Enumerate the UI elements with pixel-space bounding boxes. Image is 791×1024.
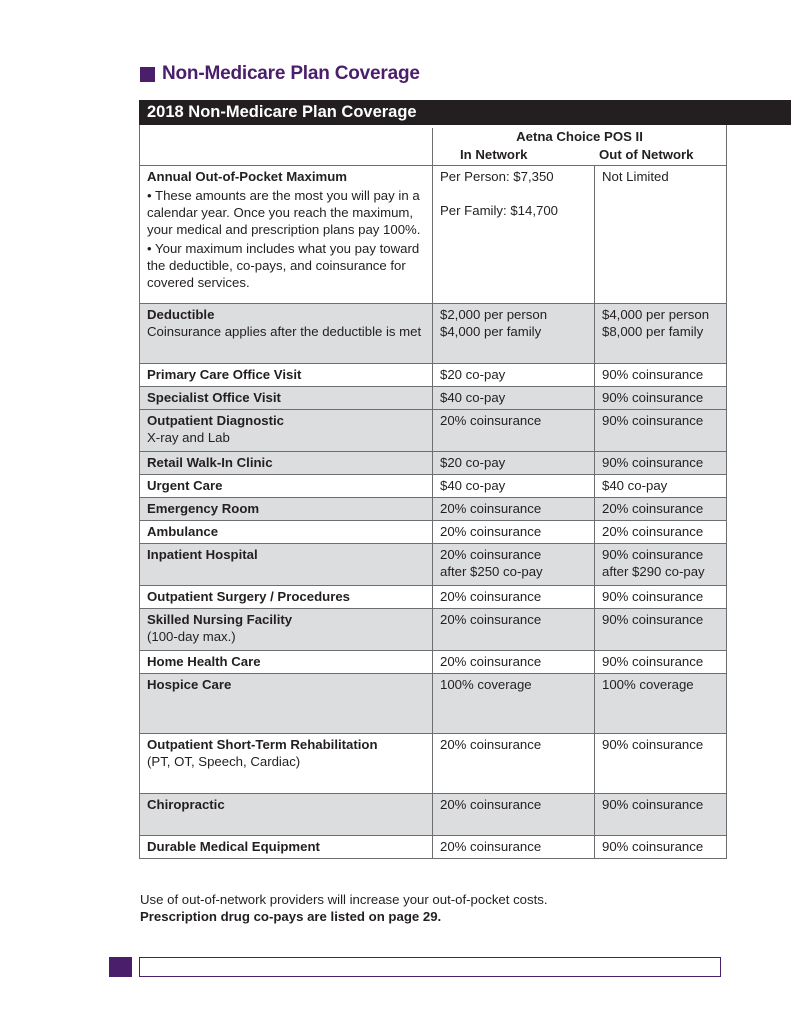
out-network-value: 90% coinsurance — [602, 390, 704, 405]
table-header — [140, 125, 726, 166]
in-network-cell — [432, 586, 594, 608]
out-network-cell — [594, 304, 726, 363]
oop-in-family: Per Family: $14,700 — [440, 203, 559, 218]
row-label: Outpatient Diagnostic — [147, 413, 285, 428]
note-prescription: Prescription drug co-pays are listed on page 29. — [140, 909, 442, 924]
table-row — [140, 521, 726, 544]
out-network-cell — [594, 410, 726, 451]
in-network-value: 100% coverage — [440, 677, 532, 692]
out-network-cell — [594, 452, 726, 474]
out-network-value-2: after $290 co-pay — [602, 564, 705, 579]
out-network-cell — [594, 836, 726, 858]
table-row — [140, 498, 726, 521]
in-network-cell — [432, 836, 594, 858]
out-network-cell — [594, 498, 726, 520]
in-network-cell — [432, 166, 594, 303]
out-network-value: 90% coinsurance — [602, 455, 704, 470]
out-network-value: 20% coinsurance — [602, 501, 704, 516]
row-label-cell — [140, 609, 432, 650]
section-heading — [140, 62, 420, 86]
in-network-cell — [432, 521, 594, 543]
in-network-value: 20% coinsurance — [440, 501, 542, 516]
table-row-deductible — [140, 304, 726, 364]
row-label-cell — [140, 452, 432, 474]
table-row — [140, 674, 726, 734]
out-network-value: 90% coinsurance — [602, 654, 704, 669]
table-row — [140, 734, 726, 794]
in-network-cell — [432, 452, 594, 474]
footer-square-icon — [109, 957, 132, 977]
deductible-in-2: $4,000 per family — [440, 324, 542, 339]
note-out-of-network: Use of out-of-network providers will increase your out-of-pocket costs. — [140, 892, 548, 907]
table-row — [140, 794, 726, 836]
out-network-cell — [594, 364, 726, 386]
out-network-cell — [594, 586, 726, 608]
in-network-value: 20% coinsurance — [440, 413, 542, 428]
out-network-value: $40 co-pay — [602, 478, 668, 493]
out-network-cell — [594, 521, 726, 543]
table-row — [140, 364, 726, 387]
out-network-value: 90% coinsurance — [602, 367, 704, 382]
row-label: Hospice Care — [147, 677, 232, 692]
row-label: Chiropractic — [147, 797, 225, 812]
col-out-network: Out of Network — [599, 147, 694, 162]
row-label-cell — [140, 734, 432, 793]
section-heading-text: Non-Medicare Plan Coverage — [162, 63, 420, 84]
row-label-cell — [140, 304, 432, 363]
in-network-value: $40 co-pay — [440, 478, 506, 493]
in-network-value: $20 co-pay — [440, 455, 506, 470]
footer-bar — [139, 957, 721, 977]
out-network-value: 100% coverage — [602, 677, 694, 692]
row-label: Retail Walk-In Clinic — [147, 455, 273, 470]
out-network-value: 90% coinsurance — [602, 839, 704, 854]
row-label: Outpatient Surgery / Procedures — [147, 589, 350, 604]
deductible-out-1: $4,000 per person — [602, 307, 710, 322]
coverage-table — [139, 125, 727, 859]
table-row — [140, 410, 726, 452]
in-network-cell — [432, 651, 594, 673]
in-network-value-2: after $250 co-pay — [440, 564, 543, 579]
row-label: Primary Care Office Visit — [147, 367, 302, 382]
out-network-cell — [594, 794, 726, 835]
row-label-cell — [140, 521, 432, 543]
in-network-value: 20% coinsurance — [440, 612, 542, 627]
row-label: Skilled Nursing Facility — [147, 612, 293, 627]
col-in-network: In Network — [460, 147, 528, 162]
deductible-out-2: $8,000 per family — [602, 324, 704, 339]
in-network-cell — [432, 734, 594, 793]
table-row — [140, 836, 726, 859]
row-label: Outpatient Short-Term Rehabilitation — [147, 737, 378, 752]
row-label: Home Health Care — [147, 654, 261, 669]
in-network-cell — [432, 475, 594, 497]
row-sublabel: (100-day max.) — [147, 629, 236, 644]
out-network-value: 90% coinsurance — [602, 547, 704, 562]
out-network-cell — [594, 609, 726, 650]
row-sublabel: (PT, OT, Speech, Cardiac) — [147, 754, 301, 769]
row-label-cell — [140, 794, 432, 835]
table-title: 2018 Non-Medicare Plan Coverage — [139, 100, 791, 125]
in-network-cell — [432, 498, 594, 520]
deductible-sub: Coinsurance applies after the deductible is met — [147, 324, 422, 339]
out-network-value: 20% coinsurance — [602, 524, 704, 539]
row-label-cell — [140, 544, 432, 585]
row-label-cell — [140, 364, 432, 386]
in-network-cell — [432, 544, 594, 585]
in-network-value: $20 co-pay — [440, 367, 506, 382]
row-label: Annual Out-of-Pocket Maximum — [147, 169, 348, 184]
row-label-cell — [140, 387, 432, 409]
heading-square-icon — [140, 67, 155, 82]
in-network-value: 20% coinsurance — [440, 654, 542, 669]
row-label: Deductible — [147, 307, 215, 322]
in-network-value: 20% coinsurance — [440, 839, 542, 854]
table-body — [140, 364, 726, 859]
in-network-cell — [432, 794, 594, 835]
table-row — [140, 586, 726, 609]
out-network-cell — [594, 475, 726, 497]
deductible-in-1: $2,000 per person — [440, 307, 548, 322]
in-network-value: $40 co-pay — [440, 390, 506, 405]
row-label: Emergency Room — [147, 501, 260, 516]
row-label-cell — [140, 674, 432, 733]
row-sublabel: X-ray and Lab — [147, 430, 230, 445]
in-network-cell — [432, 609, 594, 650]
row-label: Durable Medical Equipment — [147, 839, 320, 854]
out-network-value: 90% coinsurance — [602, 413, 704, 428]
plan-name: Aetna Choice POS II — [432, 128, 726, 165]
out-network-cell — [594, 544, 726, 585]
row-label: Inpatient Hospital — [147, 547, 258, 562]
oop-bullet-1: • These amounts are the most you will pay in a calendar year. Once you reach the maximum, your medical and prescription plans pay 100%. — [147, 188, 421, 237]
table-row — [140, 609, 726, 651]
out-network-cell — [594, 387, 726, 409]
row-label-cell — [140, 836, 432, 858]
table-row — [140, 452, 726, 475]
out-network-cell — [594, 651, 726, 673]
in-network-value: 20% coinsurance — [440, 737, 542, 752]
row-label: Urgent Care — [147, 478, 223, 493]
table-row — [140, 475, 726, 498]
table-row — [140, 544, 726, 586]
in-network-cell — [432, 364, 594, 386]
row-label-cell — [140, 651, 432, 673]
in-network-cell — [432, 387, 594, 409]
oop-bullet-2: • Your maximum includes what you pay toward the deductible, co-pays, and coinsurance for covered services. — [147, 241, 420, 290]
row-label-cell — [140, 475, 432, 497]
row-label-cell — [140, 586, 432, 608]
in-network-value: 20% coinsurance — [440, 797, 542, 812]
table-row-oop-max — [140, 166, 726, 304]
row-label-cell — [140, 498, 432, 520]
out-network-value: 90% coinsurance — [602, 797, 704, 812]
table-row — [140, 651, 726, 674]
out-network-value: 90% coinsurance — [602, 589, 704, 604]
row-label-cell — [140, 166, 432, 303]
oop-out: Not Limited — [602, 169, 669, 184]
in-network-value: 20% coinsurance — [440, 547, 542, 562]
out-network-cell — [594, 166, 726, 303]
in-network-value: 20% coinsurance — [440, 589, 542, 604]
in-network-cell — [432, 410, 594, 451]
row-label: Specialist Office Visit — [147, 390, 281, 405]
in-network-cell — [432, 674, 594, 733]
row-label: Ambulance — [147, 524, 219, 539]
out-network-cell — [594, 734, 726, 793]
footnote — [140, 891, 548, 925]
row-label-cell — [140, 410, 432, 451]
out-network-value: 90% coinsurance — [602, 737, 704, 752]
out-network-cell — [594, 674, 726, 733]
oop-in-person: Per Person: $7,350 — [440, 169, 554, 184]
out-network-value: 90% coinsurance — [602, 612, 704, 627]
in-network-cell — [432, 304, 594, 363]
table-row — [140, 387, 726, 410]
in-network-value: 20% coinsurance — [440, 524, 542, 539]
